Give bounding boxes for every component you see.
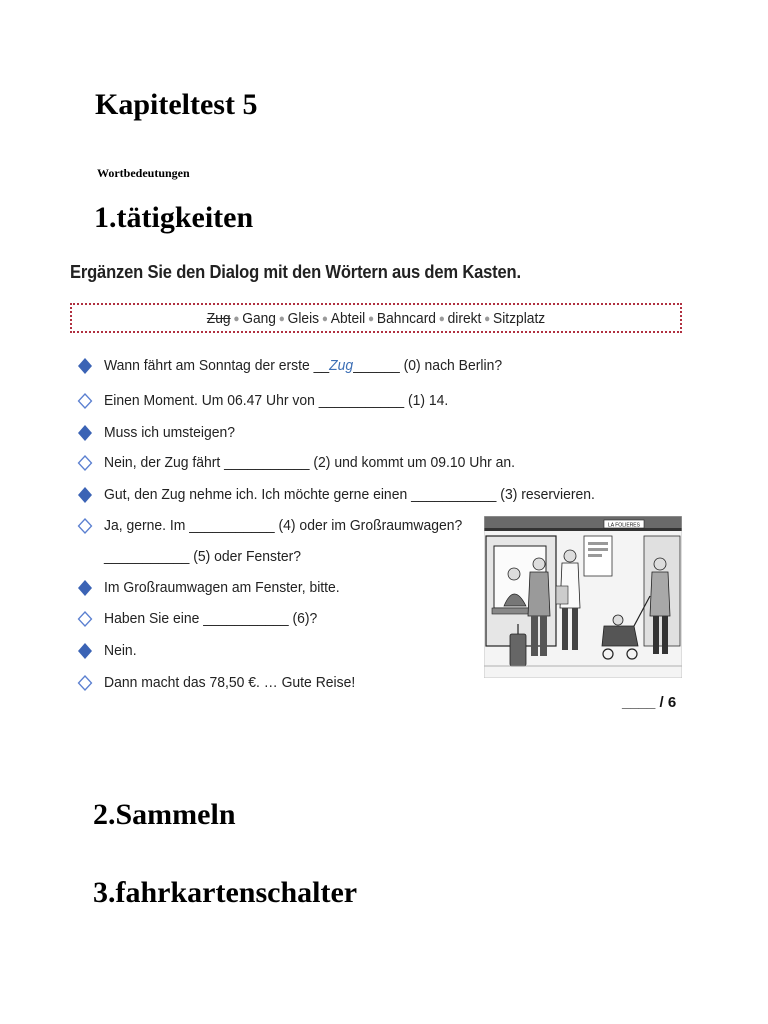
dialog-text: Im Großraumwagen am Fenster, bitte. — [104, 579, 340, 596]
station-sign: LA FOLIERES — [608, 522, 640, 529]
outline-diamond-icon — [77, 518, 93, 534]
dialog-text: Ja, gerne. Im ___________ (4) oder im Großraumwagen? — [104, 517, 463, 534]
dialog-text: Dann macht das 78,50 €. … Gute Reise! — [104, 674, 356, 691]
bullet-separator: ● — [368, 313, 375, 325]
filled-diamond-icon — [77, 358, 93, 374]
bullet-separator: ● — [233, 313, 240, 325]
subtitle: Wortbedeutungen — [97, 166, 190, 180]
dialog-text: Einen Moment. Um 06.47 Uhr von ___________ (1) 14. — [104, 392, 449, 409]
example-answer: Zug — [329, 357, 354, 374]
word-list — [94, 310, 657, 327]
bullet-separator: ● — [321, 313, 328, 325]
outline-diamond-icon — [77, 611, 93, 627]
section-heading-1: 1.tätigkeiten — [94, 201, 254, 234]
score-field: ____ / 6 — [622, 694, 677, 711]
dialog-text: Wann fährt am Sonntag der erste __ — [104, 357, 330, 374]
ticket-counter-illustration — [484, 516, 682, 678]
word-item: Abteil — [330, 310, 366, 327]
section-heading-2: 2.Sammeln — [93, 798, 236, 831]
dialog-text: ______ (0) nach Berlin? — [353, 357, 503, 374]
filled-diamond-icon — [77, 643, 93, 659]
dialog-text: Haben Sie eine ___________ (6)? — [104, 610, 318, 627]
bullet-separator: ● — [278, 313, 285, 325]
word-item: Bahncard — [376, 310, 436, 327]
filled-diamond-icon — [77, 580, 93, 596]
dialog-text: Nein. — [104, 642, 137, 659]
dialog-text: Nein, der Zug fährt ___________ (2) und kommt um 09.10 Uhr an. — [104, 454, 515, 471]
word-item: Gang — [242, 310, 276, 327]
word-item: Sitzplatz — [493, 310, 546, 327]
outline-diamond-icon — [77, 675, 93, 691]
bullet-separator: ● — [438, 313, 445, 325]
word-item: Zug — [206, 310, 231, 327]
page-title: Kapiteltest 5 — [95, 88, 258, 121]
filled-diamond-icon — [77, 425, 93, 441]
filled-diamond-icon — [77, 487, 93, 503]
dialog-text: ___________ (5) oder Fenster? — [104, 548, 302, 565]
outline-diamond-icon — [77, 393, 93, 409]
dialog-text: Muss ich umsteigen? — [104, 424, 236, 441]
section-heading-3: 3.fahrkartenschalter — [93, 876, 358, 909]
word-item: Gleis — [287, 310, 320, 327]
dialog-text: Gut, den Zug nehme ich. Ich möchte gerne einen ___________ (3) reservieren. — [104, 486, 595, 503]
word-item: direkt — [447, 310, 482, 327]
exercise-instruction: Ergänzen Sie den Dialog mit den Wörtern aus dem Kasten. — [70, 262, 521, 282]
outline-diamond-icon — [77, 455, 93, 471]
bullet-separator: ● — [484, 313, 491, 325]
